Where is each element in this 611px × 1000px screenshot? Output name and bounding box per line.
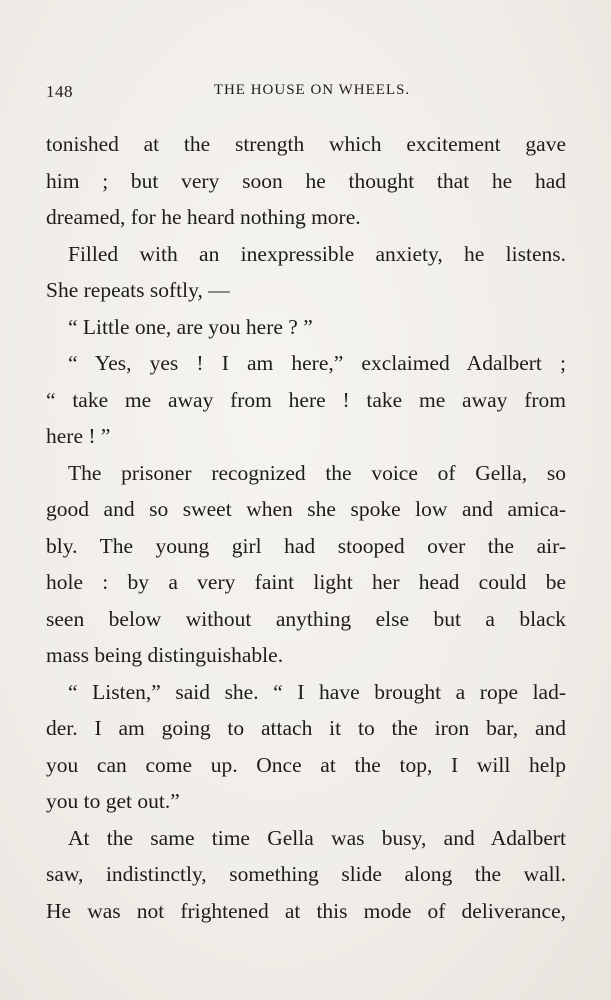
text-line: hole : by a very faint light her head could be bbox=[46, 570, 566, 594]
text-line: tonished at the strength which excitement gave bbox=[46, 132, 566, 156]
text-line: He was not frightened at this mode of deliverance, bbox=[46, 898, 566, 923]
text-line: you can come up. Once at the top, I will help bbox=[46, 752, 566, 777]
body-text bbox=[46, 126, 566, 929]
text-line: “ Listen,” said she. “ I have brought a rope lad- bbox=[68, 679, 566, 704]
text-line: bly. The young girl had stooped over the air- bbox=[46, 533, 566, 558]
text-line: good and so sweet when she spoke low and amica- bbox=[46, 497, 566, 521]
text-line: Filled with an inexpressible anxiety, he listens. bbox=[68, 241, 566, 266]
text-line: She repeats softly, — bbox=[46, 278, 230, 302]
text-line: mass being distinguishable. bbox=[46, 643, 284, 667]
text-line: here ! ” bbox=[46, 424, 111, 448]
text-line: “ take me away from here ! take me away from bbox=[46, 387, 566, 412]
text-line: seen below without anything else but a black bbox=[46, 606, 566, 631]
text-line: der. I am going to attach it to the iron bar, and bbox=[46, 716, 566, 740]
text-line: dreamed, for he heard nothing more. bbox=[46, 205, 361, 229]
text-line: saw, indistinctly, something slide along the wall. bbox=[46, 862, 566, 886]
page-number: 148 bbox=[46, 82, 73, 101]
text-line: At the same time Gella was busy, and Adalbert bbox=[68, 825, 566, 850]
running-head bbox=[46, 82, 566, 106]
text-line: him ; but very soon he thought that he had bbox=[46, 168, 566, 193]
text-line: “ Yes, yes ! I am here,” exclaimed Adalbert ; bbox=[68, 351, 566, 375]
running-title: THE HOUSE ON WHEELS. bbox=[213, 82, 411, 98]
text-line: “ Little one, are you here ? ” bbox=[68, 314, 313, 339]
text-line: The prisoner recognized the voice of Gella, so bbox=[68, 460, 566, 485]
text-line: you to get out.” bbox=[46, 789, 180, 813]
